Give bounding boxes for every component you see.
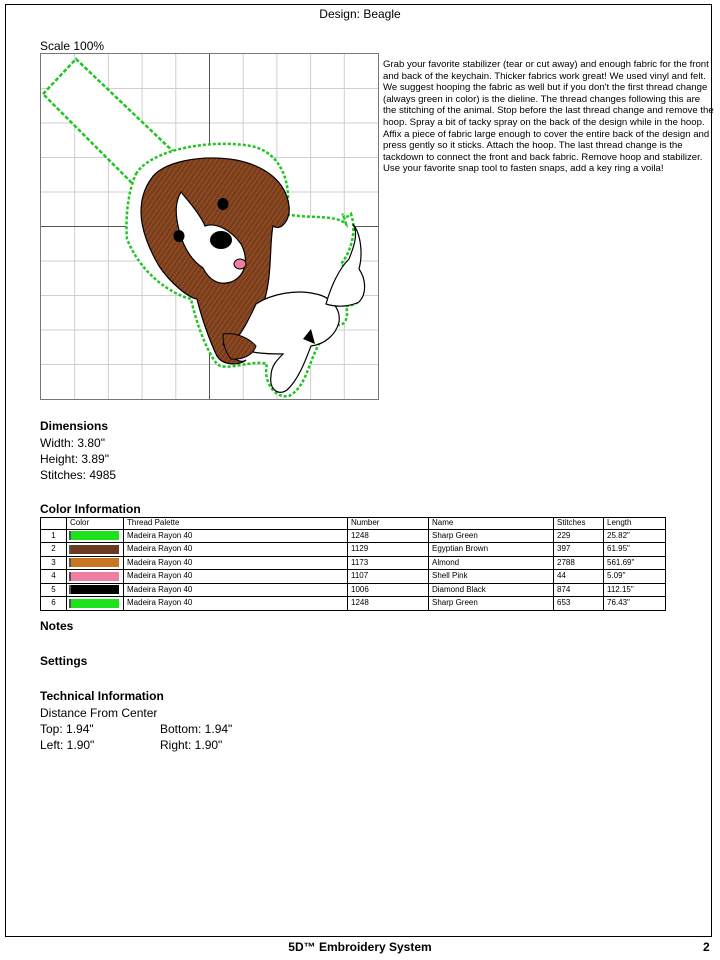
beagle-keychain-illustration <box>41 54 378 399</box>
table-row <box>41 583 666 597</box>
row-index: 3 <box>41 556 67 570</box>
col-length: Length <box>604 518 666 530</box>
color-swatch <box>69 531 119 540</box>
row-number: 1248 <box>348 597 429 611</box>
right-eye <box>218 198 229 210</box>
row-number: 1129 <box>348 543 429 557</box>
row-length: 112.15" <box>604 583 666 597</box>
color-swatch <box>69 558 119 567</box>
row-name: Shell Pink <box>429 570 554 584</box>
settings-heading: Settings <box>40 654 88 668</box>
dimension-height: Height: 3.89" <box>40 452 109 466</box>
row-palette: Madeira Rayon 40 <box>124 597 348 611</box>
color-swatch <box>69 599 119 608</box>
row-name: Sharp Green <box>429 529 554 543</box>
row-stitches: 874 <box>554 583 604 597</box>
distance-subheading: Distance From Center <box>40 706 158 720</box>
col-color: Color <box>67 518 124 530</box>
color-table-header <box>41 518 666 530</box>
footer-product: 5D™ Embroidery System <box>288 940 432 954</box>
page-number: 2 <box>703 940 710 954</box>
row-name: Sharp Green <box>429 597 554 611</box>
row-palette: Madeira Rayon 40 <box>124 529 348 543</box>
table-row <box>41 556 666 570</box>
row-palette: Madeira Rayon 40 <box>124 570 348 584</box>
dimensions-heading: Dimensions <box>40 419 109 433</box>
row-stitches: 653 <box>554 597 604 611</box>
instructions-text: Grab your favorite stabilizer (tear or cut away) and enough fabric for the front and back of the keychain. Thicker fabrics work great! We used vinyl and felt. We suggest hooping the fabric as well but if you don't the first thread change (always green in color) is the dieline. The thread changes following this are the stitching of the animal. Stop before the last thread change and remove the hoop. Spray a bit of tacky spray on the back of the design while in the hoop. Affix a piece of fabric large enough to cover the entire back of the design and press gently so it sticks. Attach the hoop. The last thread change is the tackdown to connect the front and back fabric. Remove hoop and stabilizer. Use your favorite snap tool to fasten snaps, add a key ring a voila! <box>383 59 714 175</box>
row-index: 6 <box>41 597 67 611</box>
row-length: 76.43" <box>604 597 666 611</box>
row-number: 1248 <box>348 529 429 543</box>
row-palette: Madeira Rayon 40 <box>124 556 348 570</box>
dimension-stitches: Stitches: 4985 <box>40 468 117 482</box>
row-color <box>67 543 124 557</box>
row-name: Almond <box>429 556 554 570</box>
row-name: Egyptian Brown <box>429 543 554 557</box>
color-swatch <box>69 545 119 554</box>
row-stitches: 2788 <box>554 556 604 570</box>
row-number: 1173 <box>348 556 429 570</box>
left-eye <box>174 230 185 242</box>
color-info-heading: Color Information <box>40 502 141 516</box>
row-stitches: 44 <box>554 570 604 584</box>
table-row <box>41 570 666 584</box>
col-stitches: Stitches <box>554 518 604 530</box>
color-swatch <box>69 572 119 581</box>
row-number: 1006 <box>348 583 429 597</box>
table-row <box>41 529 666 543</box>
distance-left: Left: 1.90" <box>40 738 95 752</box>
col-index <box>41 518 67 530</box>
row-color <box>67 556 124 570</box>
row-color <box>67 597 124 611</box>
distance-top: Top: 1.94" <box>40 722 94 736</box>
col-name: Name <box>429 518 554 530</box>
row-length: 61.95" <box>604 543 666 557</box>
row-index: 5 <box>41 583 67 597</box>
design-preview <box>40 53 379 400</box>
table-row <box>41 543 666 557</box>
distance-right: Right: 1.90" <box>160 738 223 752</box>
notes-heading: Notes <box>40 619 74 633</box>
row-index: 4 <box>41 570 67 584</box>
dimension-width: Width: 3.80" <box>40 436 105 450</box>
table-row <box>41 597 666 611</box>
row-color <box>67 570 124 584</box>
row-length: 561.69" <box>604 556 666 570</box>
col-palette: Thread Palette <box>124 518 348 530</box>
scale-label: Scale 100% <box>40 39 105 53</box>
row-stitches: 229 <box>554 529 604 543</box>
nose <box>210 231 232 249</box>
row-index: 2 <box>41 543 67 557</box>
color-table <box>40 517 666 611</box>
row-index: 1 <box>41 529 67 543</box>
row-palette: Madeira Rayon 40 <box>124 543 348 557</box>
technical-heading: Technical Information <box>40 689 164 703</box>
row-color <box>67 583 124 597</box>
row-color <box>67 529 124 543</box>
row-number: 1107 <box>348 570 429 584</box>
row-stitches: 397 <box>554 543 604 557</box>
design-title: Design: Beagle <box>319 7 401 21</box>
col-number: Number <box>348 518 429 530</box>
row-name: Diamond Black <box>429 583 554 597</box>
tongue <box>234 259 246 269</box>
row-length: 5.09" <box>604 570 666 584</box>
distance-bottom: Bottom: 1.94" <box>160 722 233 736</box>
row-palette: Madeira Rayon 40 <box>124 583 348 597</box>
color-swatch <box>69 585 119 594</box>
row-length: 25.82" <box>604 529 666 543</box>
